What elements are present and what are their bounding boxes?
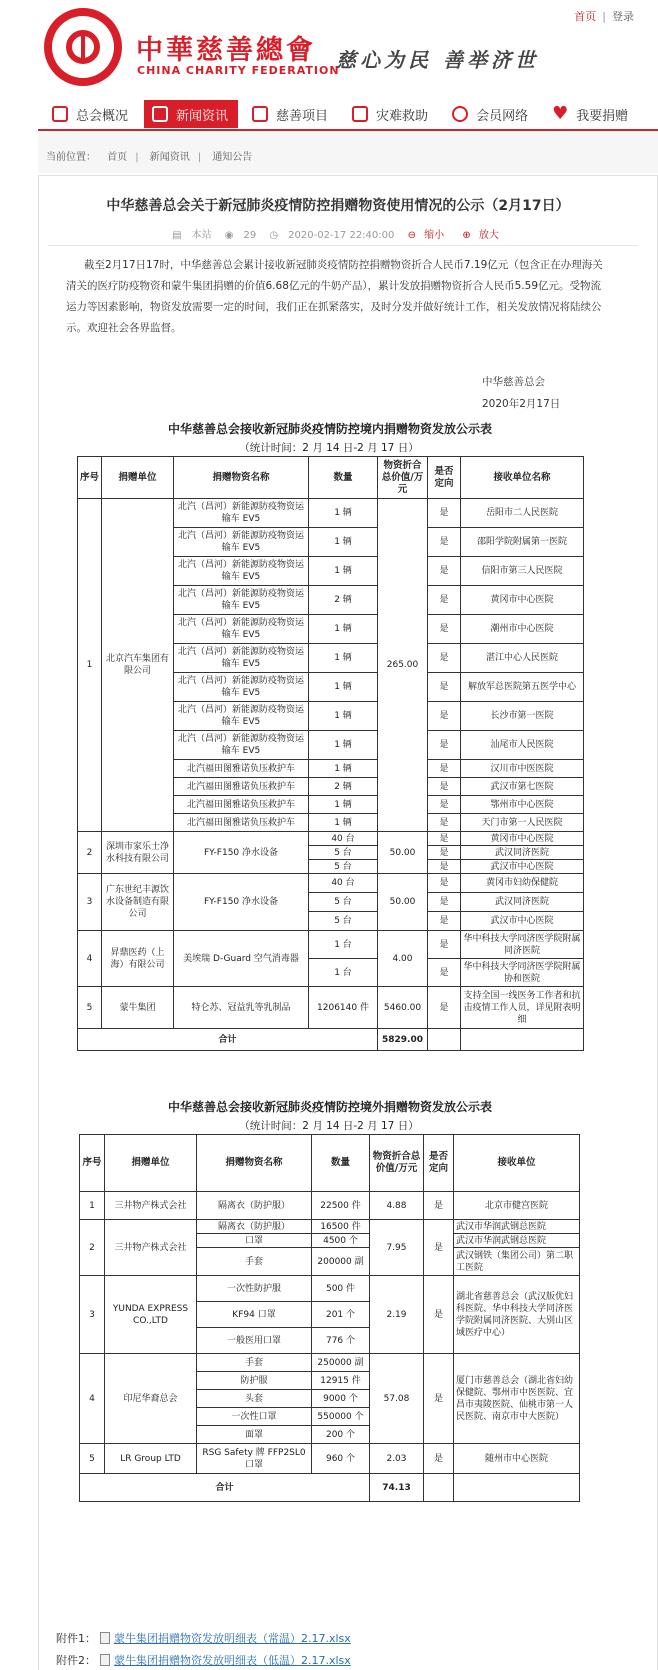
cell-item: 北汽福田图雅诺负压救护车 [174, 760, 309, 778]
cell-directed: 是 [424, 1354, 454, 1444]
file-icon [100, 1632, 110, 1644]
cell-recipient: 鄂州市中心医院 [461, 796, 584, 814]
cell-recipient: 长沙市第一医院 [461, 702, 584, 731]
cell-value: 5460.00 [378, 987, 428, 1029]
cell-value: 4.00 [378, 931, 428, 987]
attachment-label: 附件2： [56, 1654, 96, 1667]
cell-directed: 是 [428, 814, 461, 832]
total-value: 74.13 [370, 1474, 424, 1502]
cell-qty: 1 辆 [309, 702, 378, 731]
domestic-table-subtitle: （统计时间：2 月 14 日-2 月 17 日） [239, 442, 419, 454]
cell-item: 北汽（昌河）新能源防疫物资运输车 EV5 [174, 673, 309, 702]
th-qty: 数量 [312, 1135, 370, 1192]
cell-qty: 500 件 [312, 1276, 370, 1302]
cell-directed: 是 [428, 832, 461, 846]
cell-value: 4.88 [370, 1192, 424, 1220]
table-row [80, 1220, 580, 1234]
cell-seq: 5 [78, 987, 102, 1029]
nav-label: 会员网络 [476, 108, 529, 124]
table-row [78, 499, 584, 528]
cell-directed: 是 [428, 557, 461, 586]
th-qty: 数量 [309, 457, 378, 499]
table-row [80, 1354, 580, 1372]
cell-seq: 2 [78, 832, 102, 874]
cell-qty: 2 辆 [309, 586, 378, 615]
cell-qty: 5 台 [309, 893, 378, 912]
attachment-2 [56, 1652, 351, 1668]
cell-directed: 是 [424, 1276, 454, 1354]
nav-label: 新闻资讯 [176, 108, 229, 124]
meta-divider [48, 245, 638, 246]
total-label: 合计 [80, 1474, 370, 1502]
nav-news[interactable] [144, 100, 238, 128]
cell-recipient: 汉川市中医医院 [461, 760, 584, 778]
cell-directed: 是 [428, 893, 461, 912]
th-recipient: 接收单位名称 [461, 457, 584, 499]
cell-item: 北汽福田图雅诺负压救护车 [174, 814, 309, 832]
cell-item: FY-F150 净水设备 [174, 874, 309, 931]
cell-value: 2.03 [370, 1444, 424, 1474]
publish-date: 2020-02-17 22:40:00 [288, 230, 395, 241]
cell-qty: 1 台 [309, 959, 378, 987]
cell-seq: 3 [80, 1276, 105, 1354]
cell-item: 防护服 [197, 1372, 312, 1390]
cell-qty: 200000 副 [312, 1248, 370, 1276]
cell-recipient: 北京市健宫医院 [454, 1192, 580, 1220]
cell-donor: 蒙牛集团 [102, 987, 174, 1029]
cell-qty: 16500 件 [312, 1220, 370, 1234]
nav-label: 总会概况 [76, 108, 129, 124]
th-item: 捐赠物资名称 [197, 1135, 312, 1192]
cell-value: 7.95 [370, 1220, 424, 1276]
cell-qty: 5 台 [309, 846, 378, 860]
cell-directed: 是 [428, 959, 461, 987]
nav-label: 我要捐赠 [576, 108, 629, 124]
cell-recipient: 支持全国一线医务工作者和抗击疫情工作人员，详见附表明细 [461, 987, 584, 1029]
cell-directed: 是 [424, 1192, 454, 1220]
cell-directed: 是 [428, 796, 461, 814]
cell-item: 北汽（昌河）新能源防疫物资运输车 EV5 [174, 586, 309, 615]
zoom-in-button[interactable]: ⊕ 放大 [462, 230, 499, 241]
cell-qty: 201 个 [312, 1302, 370, 1328]
cell-donor: 北京汽车集团有限公司 [102, 499, 174, 832]
login-link[interactable]: 登录 [612, 10, 634, 23]
cell-donor: 三井物产株式会社 [105, 1220, 197, 1276]
cell-item: 一次性口罩 [197, 1408, 312, 1426]
cell-value: 57.08 [370, 1354, 424, 1444]
th-item: 捐赠物资名称 [174, 457, 309, 499]
cell-recipient: 华中科技大学同济医学院附属协和医院 [461, 959, 584, 987]
cell-item: KF94 口罩 [197, 1302, 312, 1328]
cell-value: 50.00 [378, 874, 428, 931]
cell-item: 手套 [197, 1354, 312, 1372]
cell-directed: 是 [428, 499, 461, 528]
signature-date: 2020年2月17日 [482, 398, 561, 410]
cell-item: 北汽福田图雅诺负压救护车 [174, 778, 309, 796]
nav-label: 慈善项目 [276, 108, 329, 124]
th-donor: 捐赠单位 [102, 457, 174, 499]
view-count: 29 [243, 230, 257, 241]
cell-qty: 776 个 [312, 1328, 370, 1354]
cell-qty: 1206140 件 [309, 987, 378, 1029]
cell-qty: 12915 件 [312, 1372, 370, 1390]
total-label: 合计 [78, 1029, 378, 1051]
cell-seq: 1 [78, 499, 102, 832]
cell-recipient: 湛江中心人民医院 [461, 644, 584, 673]
cell-qty: 40 台 [309, 874, 378, 893]
cell-item: RSG Safety 牌 FFP2SL0 口罩 [197, 1444, 312, 1474]
cell-recipient: 武汉市中心医院 [461, 912, 584, 931]
th-donor: 捐赠单位 [105, 1135, 197, 1192]
cell-seq: 3 [78, 874, 102, 931]
charity-logo-icon[interactable] [44, 8, 122, 86]
cell-directed: 是 [428, 778, 461, 796]
cell-seq: 4 [78, 931, 102, 987]
zoom-out-label: 缩小 [424, 230, 445, 241]
cell-item: 北汽（昌河）新能源防疫物资运输车 EV5 [174, 731, 309, 760]
cell-qty: 1 辆 [309, 796, 378, 814]
cell-directed: 是 [428, 702, 461, 731]
cell-qty: 1 辆 [309, 731, 378, 760]
cell-directed: 是 [428, 874, 461, 893]
site-header [0, 0, 658, 96]
nav-about[interactable] [44, 100, 138, 128]
cell-donor: LR Group LTD [105, 1444, 197, 1474]
cell-qty: 1 辆 [309, 557, 378, 586]
cell-directed: 是 [428, 846, 461, 860]
cell-recipient: 潮州市中心医院 [461, 615, 584, 644]
cell-donor: 昇鼎医药（上海）有限公司 [102, 931, 174, 987]
total-value: 5829.00 [378, 1029, 428, 1051]
zoom-out-button[interactable]: ⊖ 缩小 [407, 230, 445, 241]
heart-hand-icon [552, 107, 568, 121]
breadcrumb-news[interactable]: 新闻资讯 [149, 152, 190, 163]
cell-qty: 550000 个 [312, 1408, 370, 1426]
cell-recipient: 武汉钢铁（集团公司）第二职工医院 [454, 1248, 580, 1276]
overseas-donation-table [79, 1134, 580, 1502]
th-value: 物资折合总价值/万元 [378, 457, 428, 499]
cell-qty: 5 台 [309, 860, 378, 874]
cell-directed: 是 [428, 528, 461, 557]
cell-recipient: 武汉同济医院 [461, 846, 584, 860]
overseas-table-subtitle: （统计时间：2 月 14 日-2 月 17 日） [239, 1120, 419, 1132]
cell-recipient: 邵阳学院附属第一医院 [461, 528, 584, 557]
table-row [80, 1276, 580, 1302]
table-row [78, 832, 584, 846]
cell-directed: 是 [428, 760, 461, 778]
th-value: 物资折合总价值/万元 [370, 1135, 424, 1192]
cell-directed: 是 [428, 731, 461, 760]
th-directed: 是否定向 [424, 1135, 454, 1192]
main-nav [44, 100, 658, 128]
cell-item: 手套 [197, 1248, 312, 1276]
cell-donor: 深圳市家乐士净水科技有限公司 [102, 832, 174, 874]
cell-item: 一次性防护服 [197, 1276, 312, 1302]
views-icon: ◉ [224, 230, 234, 241]
cell-recipient: 武汉市第七医院 [461, 778, 584, 796]
cell-seq: 5 [80, 1444, 105, 1474]
cell-qty: 5 台 [309, 912, 378, 931]
cell-item: 北汽（昌河）新能源防疫物资运输车 EV5 [174, 499, 309, 528]
article-meta [38, 226, 638, 241]
cell-recipient: 黄冈市妇幼保健院 [461, 874, 584, 893]
attachment-1 [56, 1630, 351, 1646]
cell-recipient: 厦门市慈善总会（湖北省妇幼保健院、鄂州市中医医院、宜昌市夷陵医院、仙桃市第一人民医院、南京市中大医院） [454, 1354, 580, 1444]
cell-directed: 是 [428, 644, 461, 673]
nav-divider [38, 129, 658, 131]
slogan: 慈心为民 善举济世 [336, 48, 539, 72]
cell-seq: 2 [80, 1220, 105, 1276]
cell-item: 美埃瑞 D-Guard 空气消毒器 [174, 931, 309, 987]
cell-qty: 1 辆 [309, 814, 378, 832]
cell-directed: 是 [424, 1444, 454, 1474]
clock-icon: ◷ [269, 230, 279, 241]
cell-qty: 1 台 [309, 931, 378, 959]
cell-qty: 960 个 [312, 1444, 370, 1474]
cell-recipient: 武汉市华润武钢总医院 [454, 1220, 580, 1234]
cell-directed: 是 [424, 1220, 454, 1276]
cell-directed: 是 [428, 987, 461, 1029]
cell-recipient: 湖北省慈善总会（武汉版优妇科医院、华中科技大学同济医学院附属同济医院、大别山区域医疗中心） [454, 1276, 580, 1354]
cell-directed: 是 [428, 673, 461, 702]
cell-recipient: 信阳市第三人民医院 [461, 557, 584, 586]
cell-qty: 1 辆 [309, 644, 378, 673]
cell-recipient: 天门市第一人民医院 [461, 814, 584, 832]
table-row [80, 1444, 580, 1474]
table-row [78, 931, 584, 959]
cell-qty: 1 辆 [309, 673, 378, 702]
cell-qty: 200 个 [312, 1426, 370, 1444]
cell-item: 北汽福田图雅诺负压救护车 [174, 796, 309, 814]
cell-item: 面罩 [197, 1426, 312, 1444]
th-seq: 序号 [80, 1135, 105, 1192]
medical-icon [352, 106, 368, 122]
cell-item: 北汽（昌河）新能源防疫物资运输车 EV5 [174, 615, 309, 644]
home-link[interactable]: 首页 [574, 10, 597, 23]
cell-qty: 1 辆 [309, 499, 378, 528]
cell-item: 隔离衣（防护服） [197, 1192, 312, 1220]
cell-recipient: 武汉市华润武钢总医院 [454, 1234, 580, 1248]
cell-qty: 1 辆 [309, 760, 378, 778]
cell-directed: 是 [428, 860, 461, 874]
cell-item: 特仑苏、冠益乳等乳制品 [174, 987, 309, 1029]
cell-item: 北汽（昌河）新能源防疫物资运输车 EV5 [174, 557, 309, 586]
cell-value: 2.19 [370, 1276, 424, 1354]
nav-label: 灾难救助 [376, 108, 429, 124]
cell-seq: 1 [80, 1192, 105, 1220]
attachment-link[interactable]: 蒙牛集团捐赠物资发放明细表（低温）2.17.xlsx [114, 1654, 351, 1667]
cell-recipient: 黄冈市中心医院 [461, 832, 584, 846]
cell-directed: 是 [428, 912, 461, 931]
article-source: 本站 [191, 230, 212, 241]
table-total-row [78, 1029, 584, 1051]
cell-item: 北汽（昌河）新能源防疫物资运输车 EV5 [174, 644, 309, 673]
breadcrumb: 当前位置： 首页 | 新闻资讯 | 通知公告 [38, 133, 658, 173]
table-total-row [80, 1474, 580, 1502]
table-row [78, 874, 584, 893]
signature: 中华慈善总会 [482, 376, 545, 388]
zoom-in-label: 放大 [478, 230, 499, 241]
cell-recipient: 武汉同济医院 [461, 893, 584, 912]
cell-item: 北汽（昌河）新能源防疫物资运输车 EV5 [174, 528, 309, 557]
cell-qty: 9000 个 [312, 1390, 370, 1408]
cell-donor: 三井物产株式会社 [105, 1192, 197, 1220]
th-seq: 序号 [78, 457, 102, 499]
cell-item: 口罩 [197, 1234, 312, 1248]
cell-directed: 是 [428, 931, 461, 959]
newspaper-icon [152, 106, 168, 122]
source-icon: ▤ [172, 230, 182, 241]
cell-item: FY-F150 净水设备 [174, 832, 309, 874]
cell-qty: 4500 个 [312, 1234, 370, 1248]
cell-item: 头套 [197, 1390, 312, 1408]
table-row [78, 987, 584, 1029]
members-icon [452, 106, 468, 122]
cell-value: 50.00 [378, 832, 428, 874]
cell-qty: 2 辆 [309, 778, 378, 796]
gift-icon [252, 106, 268, 122]
domestic-table-title: 中华慈善总会接收新冠肺炎疫情防控境内捐赠物资发放公示表 [167, 422, 492, 436]
nav-projects[interactable] [244, 100, 338, 128]
top-links: 首页 | 登录 [574, 10, 634, 23]
cell-item: 北汽（昌河）新能源防疫物资运输车 EV5 [174, 702, 309, 731]
cell-item: 一般医用口罩 [197, 1328, 312, 1354]
article-title: 中华慈善总会关于新冠肺炎疫情防控捐赠物资使用情况的公示（2月17日） [106, 198, 570, 214]
th-directed: 是否定向 [428, 457, 461, 499]
cell-directed: 是 [428, 615, 461, 644]
cell-donor: 广东世纪丰源饮水设备制造有限公司 [102, 874, 174, 931]
nav-members[interactable] [444, 100, 538, 128]
cell-recipient: 随州市中心医院 [454, 1444, 580, 1474]
cell-donor: YUNDA EXPRESS CO.,LTD [105, 1276, 197, 1354]
nav-donate[interactable] [544, 100, 638, 128]
cell-recipient: 武汉市中心医院 [461, 860, 584, 874]
attachment-link[interactable]: 蒙牛集团捐赠物资发放明细表（常温）2.17.xlsx [114, 1632, 351, 1645]
cell-value: 265.00 [378, 499, 428, 832]
cell-donor: 印尼华裔总会 [105, 1354, 197, 1444]
cell-recipient: 黄冈市中心医院 [461, 586, 584, 615]
cell-seq: 4 [80, 1354, 105, 1444]
table-row [80, 1192, 580, 1220]
attachment-label: 附件1： [56, 1632, 96, 1645]
nav-disaster-relief[interactable] [344, 100, 438, 128]
brand-name-cn: 中華慈善總會 [136, 35, 316, 66]
brand-name-en: CHINA CHARITY FEDERATION [137, 64, 340, 77]
cell-qty: 250000 副 [312, 1354, 370, 1372]
file-icon [100, 1654, 110, 1666]
article-body: 截至2月17日17时，中华慈善总会累计接收新冠肺炎疫情防控捐赠物资折合人民币7.19亿元（包含正在办理海关清关的医疗防疫物资和蒙牛集团捐赠的价值6.68亿元的牛奶产品），累计发放捐赠物资折合人民币5.59亿元。受物流运力等因素影响，物资发放需要一定的时间，我们正在抓紧落实，及时分发并做好统计工作，相关发放情况将陆续公示。欢迎社会各界监督。 [66, 259, 603, 334]
domestic-donation-table [77, 456, 584, 1051]
th-recipient: 接收单位 [454, 1135, 580, 1192]
cell-item: 隔离衣（防护服） [197, 1220, 312, 1234]
overseas-table-title: 中华慈善总会接收新冠肺炎疫情防控境外捐赠物资发放公示表 [167, 1100, 492, 1114]
cell-recipient: 华中科技大学同济医学院附属同济医院 [461, 931, 584, 959]
cell-directed: 是 [428, 586, 461, 615]
cell-qty: 1 辆 [309, 615, 378, 644]
breadcrumb-prefix: 当前位置： [46, 152, 96, 163]
clipboard-icon [52, 106, 68, 122]
cell-qty: 22500 件 [312, 1192, 370, 1220]
cell-recipient: 解放军总医院第五医学中心 [461, 673, 584, 702]
breadcrumb-home[interactable]: 首页 [107, 152, 128, 163]
breadcrumb-notices[interactable]: 通知公告 [212, 152, 253, 163]
cell-qty: 1 辆 [309, 528, 378, 557]
cell-recipient: 汕尾市人民医院 [461, 731, 584, 760]
cell-qty: 40 台 [309, 832, 378, 846]
cell-recipient: 岳阳市二人民医院 [461, 499, 584, 528]
